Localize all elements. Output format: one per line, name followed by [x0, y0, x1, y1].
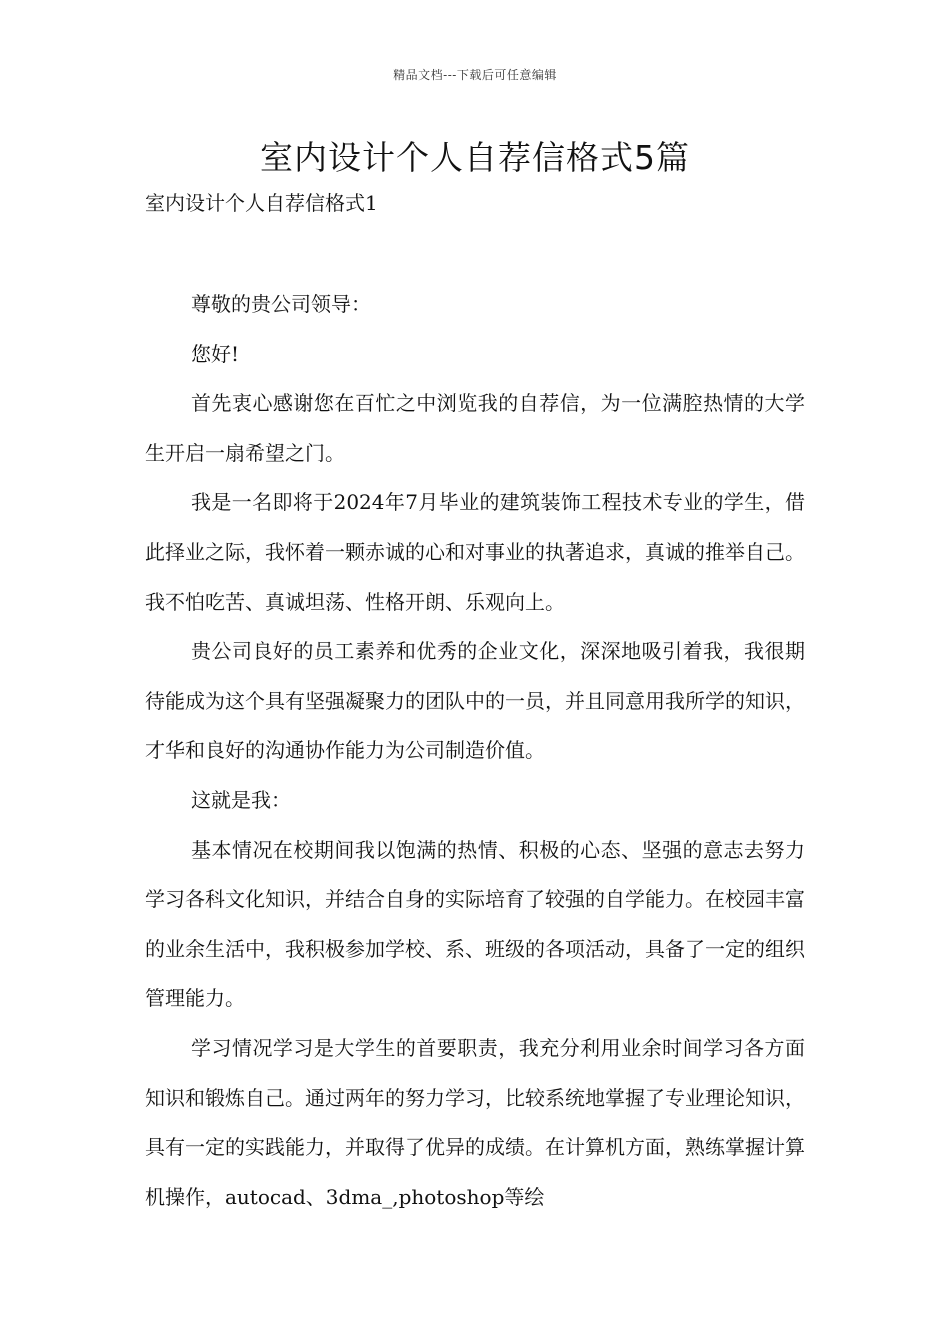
header-note: 精品文档---下载后可任意编辑 [393, 68, 557, 82]
paragraph: 我是一名即将于2024年7月毕业的建筑装饰工程技术专业的学生，借此择业之际，我怀着一颗赤诚的心和对事业的执著追求，真诚的推举自己。我不怕吃苦、真诚坦荡、性格开朗、乐观向上。 [145, 490, 805, 614]
greeting: 您好! [191, 341, 240, 366]
paragraph: 学习情况学习是大学生的首要职责，我充分利用业余时间学习各方面知识和锻炼自己。通过两年的努力学习，比较系统地掌握了专业理论知识，具有一定的实践能力，并取得了优异的成绩。在计算机方面，熟练掌握计算机操作，autocad、3dma_,photoshop等绘 [145, 1035, 805, 1209]
paragraph: 基本情况在校期间我以饱满的热情、积极的心态、坚强的意志去努力学习各科文化知识，并结合自身的实际培育了较强的自学能力。在校园丰富的业余生活中，我积极参加学校、系、班级的各项活动，具备了一定的组织管理能力。 [145, 837, 805, 1011]
paragraph: 这就是我： [191, 787, 291, 812]
paragraph: 贵公司良好的员工素养和优秀的企业文化，深深地吸引着我，我很期待能成为这个具有坚强凝聚力的团队中的一员，并且同意用我所学的知识，才华和良好的沟通协作能力为公司制造价值。 [145, 639, 805, 763]
letter-body [145, 280, 805, 1222]
document-subtitle: 室内设计个人自荐信格式1 [145, 191, 378, 215]
paragraph: 首先衷心感谢您在百忙之中浏览我的自荐信，为一位满腔热情的大学生开启一扇希望之门。 [145, 391, 805, 465]
document-title: 室内设计个人自荐信格式5篇 [260, 138, 690, 177]
salutation: 尊敬的贵公司领导： [191, 292, 371, 316]
